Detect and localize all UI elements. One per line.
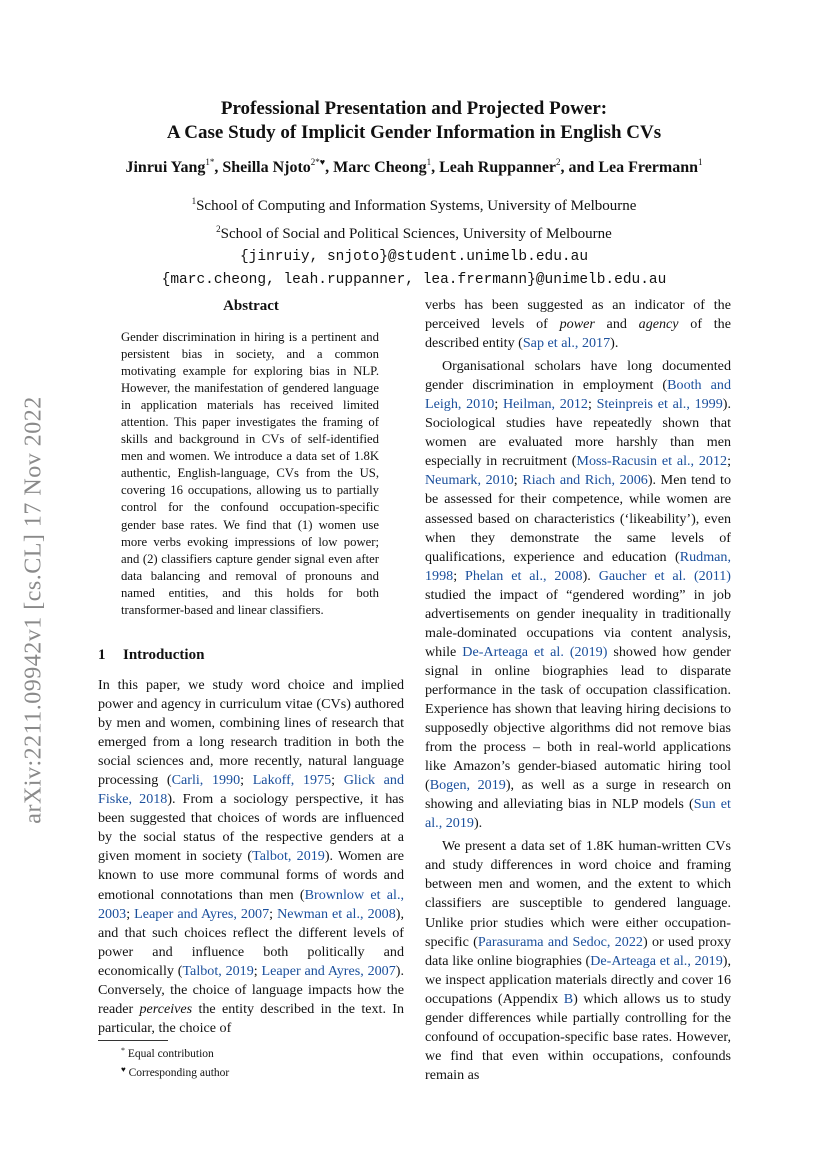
text-run: ). bbox=[610, 335, 619, 352]
footnote-text: Corresponding author bbox=[128, 1067, 230, 1079]
citation-link[interactable]: De-Arteaga et al., 2019 bbox=[590, 952, 723, 969]
citation-link[interactable]: Neumark, 2010 bbox=[425, 472, 514, 489]
title-line-2: A Case Study of Implicit Gender Information in English CVs bbox=[166, 122, 662, 143]
text-run: ). bbox=[582, 567, 599, 584]
citation-link[interactable]: Talbot, 2019 bbox=[182, 962, 254, 979]
affiliation-line bbox=[0, 218, 828, 246]
citation-link[interactable]: Glick and Fiske, 2018 bbox=[98, 772, 404, 808]
right-column-text bbox=[425, 296, 731, 1085]
author-list: Jinrui Yang$^{1*}$, Sheilla Njoto$^{2*♥}$, Marc Cheong$^1$, Leah Ruppanner$^2$, and Lea Frermann$^1$ bbox=[125, 157, 703, 176]
text-run: ) which allows us to study gender differences while partially controlling for the confound of occupation-specific base rates. However, we find that even within occupations, confounds remain as bbox=[425, 990, 731, 1083]
citation-link[interactable]: Leaper and Ayres, 2007 bbox=[261, 962, 396, 979]
text-run: ; bbox=[253, 962, 262, 979]
citation-link[interactable]: Sap et al., 2017 bbox=[522, 335, 611, 352]
citation-link[interactable]: Booth and Leigh, 2010 bbox=[425, 377, 731, 413]
author-name: Sheilla Njoto bbox=[222, 159, 311, 176]
citation-link[interactable]: Brownlow et al., 2003 bbox=[98, 886, 404, 922]
text-run: ; bbox=[269, 905, 278, 922]
text-run: ; bbox=[494, 396, 503, 413]
author-mark: 1 bbox=[698, 157, 703, 167]
text-run: ). From a sociology perspective, it has been suggested that choices of words are influenced by the social status of the respective genders at a given moment in society ( bbox=[98, 791, 404, 865]
text-run: In this paper, we study word choice and implied power and agency in curriculum vitae (CVs) authored by men and women, combining lines of research that emerged from a long research tradition in both the social sciences and, more recently, natural language processing ( bbox=[98, 677, 404, 789]
paper-title bbox=[0, 97, 828, 145]
footnote-mark: ♥ bbox=[121, 1065, 126, 1074]
text-run: ; bbox=[453, 567, 465, 584]
author-mark: 1 bbox=[426, 157, 432, 167]
footnotes bbox=[121, 1043, 229, 1081]
right-paragraph-1 bbox=[425, 296, 731, 353]
text-run: studied the impact of “gendered wording” in job advertisements on gender inequality in traditionally male-dominated occupations via content analysis, while bbox=[425, 586, 731, 660]
citation-link[interactable]: De-Arteaga et al. (2019) bbox=[462, 643, 608, 660]
affiliation-mark: 1 bbox=[191, 196, 197, 206]
text-run: ). bbox=[473, 815, 483, 832]
affiliation-text: School of Computing and Information Systems, University of Melbourne bbox=[196, 198, 637, 214]
affiliations bbox=[0, 190, 828, 292]
text-run: and bbox=[594, 316, 639, 333]
affiliation-line bbox=[0, 190, 828, 218]
abstract-heading: Abstract bbox=[223, 298, 279, 314]
author-name: Jinrui Yang bbox=[125, 159, 206, 176]
footnote-text: Equal contribution bbox=[127, 1048, 214, 1060]
footnote-mark: * bbox=[121, 1046, 125, 1055]
text-run: ; bbox=[126, 905, 135, 922]
citation-link[interactable]: Talbot, 2019 bbox=[252, 848, 325, 865]
text-run: ; bbox=[727, 453, 731, 470]
author-mark: 2*♥ bbox=[310, 157, 326, 167]
text-run: ), we inspect application materials directly and cover 16 occupations (Appendix bbox=[425, 952, 731, 1007]
text-run: ; bbox=[240, 772, 253, 789]
title-line-1: Professional Presentation and Projected Power: bbox=[220, 98, 608, 119]
citation-link[interactable]: B bbox=[563, 990, 574, 1007]
text-run: ). Sociological studies have repeatedly shown that women are evaluated more harshly than men especially in recruitment ( bbox=[425, 396, 731, 470]
text-run: showed how gender signal in online biographies lead to disparate performance in the task of occupation classification. Experience has shown that leaving hiring decisions to supposedly objective algorithms did not remove bias from the process – both in real-world applications like Amazon’s gender-biased automatic hiring tool ( bbox=[425, 643, 731, 794]
text-run: ; bbox=[331, 772, 344, 789]
footnote bbox=[121, 1043, 229, 1062]
emphasis-text: perceives bbox=[139, 1000, 193, 1017]
email-line[interactable]: {jinruiy, snjoto}@student.unimelb.edu.au bbox=[239, 249, 589, 265]
affiliation-text: School of Social and Political Sciences, University of Melbourne bbox=[220, 226, 612, 242]
text-run: Organisational scholars have long documented gender discrimination in employment ( bbox=[425, 358, 731, 394]
citation-link[interactable]: Parasurama and Sedoc, 2022 bbox=[477, 933, 643, 950]
abstract-text: Gender discrimination in hiring is a pertinent and persistent bias in society, and a common motivating example for exploring bias in NLP. However, the manifestation of gendered language in application materials has received limited attention. This paper investigates the framing of skills and background in CVs of self-identified men and women. We introduce a data set of 1.8K authentic, English-language, CVs from the US, covering 16 occupations, allowing us to partially control for the confound occupation-specific gender base rates. We find that (1) women use more verbs evoking impressions of low power; and (2) classifiers capture gender signal even after data balancing and removal of pronouns and named entities, and this holds for both transformer-based and linear classifiers. bbox=[121, 330, 379, 617]
intro-paragraph-1 bbox=[98, 676, 404, 1038]
email-line[interactable]: {marc.cheong, leah.ruppanner, lea.frermann}@unimelb.edu.au bbox=[161, 272, 667, 288]
author-name: Leah Ruppanner bbox=[439, 159, 557, 176]
arxiv-sidebar bbox=[14, 360, 54, 860]
right-paragraph-3 bbox=[425, 837, 731, 1085]
citation-link[interactable]: Rudman, 1998 bbox=[425, 548, 731, 584]
emphasis-text: power bbox=[559, 316, 595, 333]
citation-link[interactable]: Heilman, 2012 bbox=[502, 396, 588, 413]
text-run: verbs has been suggested as an indicator of the perceived levels of bbox=[425, 297, 731, 333]
text-run: ), and that such choices reflect the different levels of power and influence both politically and economically ( bbox=[98, 905, 404, 979]
citation-link[interactable]: Leaper and Ayres, 2007 bbox=[134, 905, 270, 922]
text-run: ), as well as a surge in research on showing and alleviating bias in NLP models ( bbox=[425, 777, 732, 813]
citation-link[interactable]: Carli, 1990 bbox=[171, 772, 241, 789]
text-run: ). Conversely, the choice of language impacts how the reader bbox=[98, 962, 404, 1017]
author-name: Lea Frermann bbox=[598, 159, 699, 176]
affiliation-mark: 2 bbox=[216, 224, 221, 234]
text-run: ; bbox=[587, 396, 597, 413]
text-run: ). Women are known to use more communal forms of words and emotional connotations than men ( bbox=[98, 848, 404, 903]
text-run: ; bbox=[513, 472, 523, 489]
citation-link[interactable]: Lakoff, 1975 bbox=[252, 772, 332, 789]
citation-link[interactable]: Bogen, 2019 bbox=[429, 777, 506, 794]
citation-link[interactable]: Sun et al., 2019 bbox=[425, 796, 731, 832]
text-run: of the described entity ( bbox=[425, 316, 731, 352]
citation-link[interactable]: Gaucher et al. (2011) bbox=[598, 567, 731, 584]
right-paragraph-2 bbox=[425, 357, 731, 833]
section-heading bbox=[98, 645, 404, 665]
text-run: ). Men tend to be assessed for their competence, while women are assessed based on characteristics (‘likeability’), even when they demonstrate the same levels of qualifications, experience and education ( bbox=[425, 472, 731, 565]
citation-link[interactable]: Steinpreis et al., 1999 bbox=[596, 396, 723, 413]
citation-link[interactable]: Moss-Racusin et al., 2012 bbox=[576, 453, 728, 470]
citation-link[interactable]: Newman et al., 2008 bbox=[277, 905, 396, 922]
citation-link[interactable]: Riach and Rich, 2006 bbox=[522, 472, 648, 489]
text-run: ) or used proxy data like online biographies ( bbox=[425, 933, 731, 969]
emphasis-text: agency bbox=[638, 316, 679, 333]
footnote bbox=[121, 1062, 229, 1081]
footnote-rule bbox=[98, 1040, 168, 1041]
author-mark: 1* bbox=[205, 157, 215, 167]
section-number: 1 bbox=[98, 647, 106, 663]
citation-link[interactable]: Phelan et al., 2008 bbox=[465, 567, 583, 584]
arxiv-identifier[interactable]: arXiv:2211.09942v1 [cs.CL] 17 Nov 2022 bbox=[20, 396, 47, 824]
text-run: the entity described in the text. In particular, the choice of bbox=[98, 1000, 404, 1036]
text-run: We present a data set of 1.8K human-written CVs and study differences in word choice and framing between men and women, and the extent to which classifiers are susceptible to gendered language. Unlike prior studies which were either occupation-specific ( bbox=[425, 838, 731, 950]
section-title: Introduction bbox=[123, 647, 205, 663]
author-name: Marc Cheong bbox=[333, 159, 427, 176]
author-mark: 2 bbox=[556, 157, 561, 167]
author-and: and bbox=[568, 159, 595, 176]
